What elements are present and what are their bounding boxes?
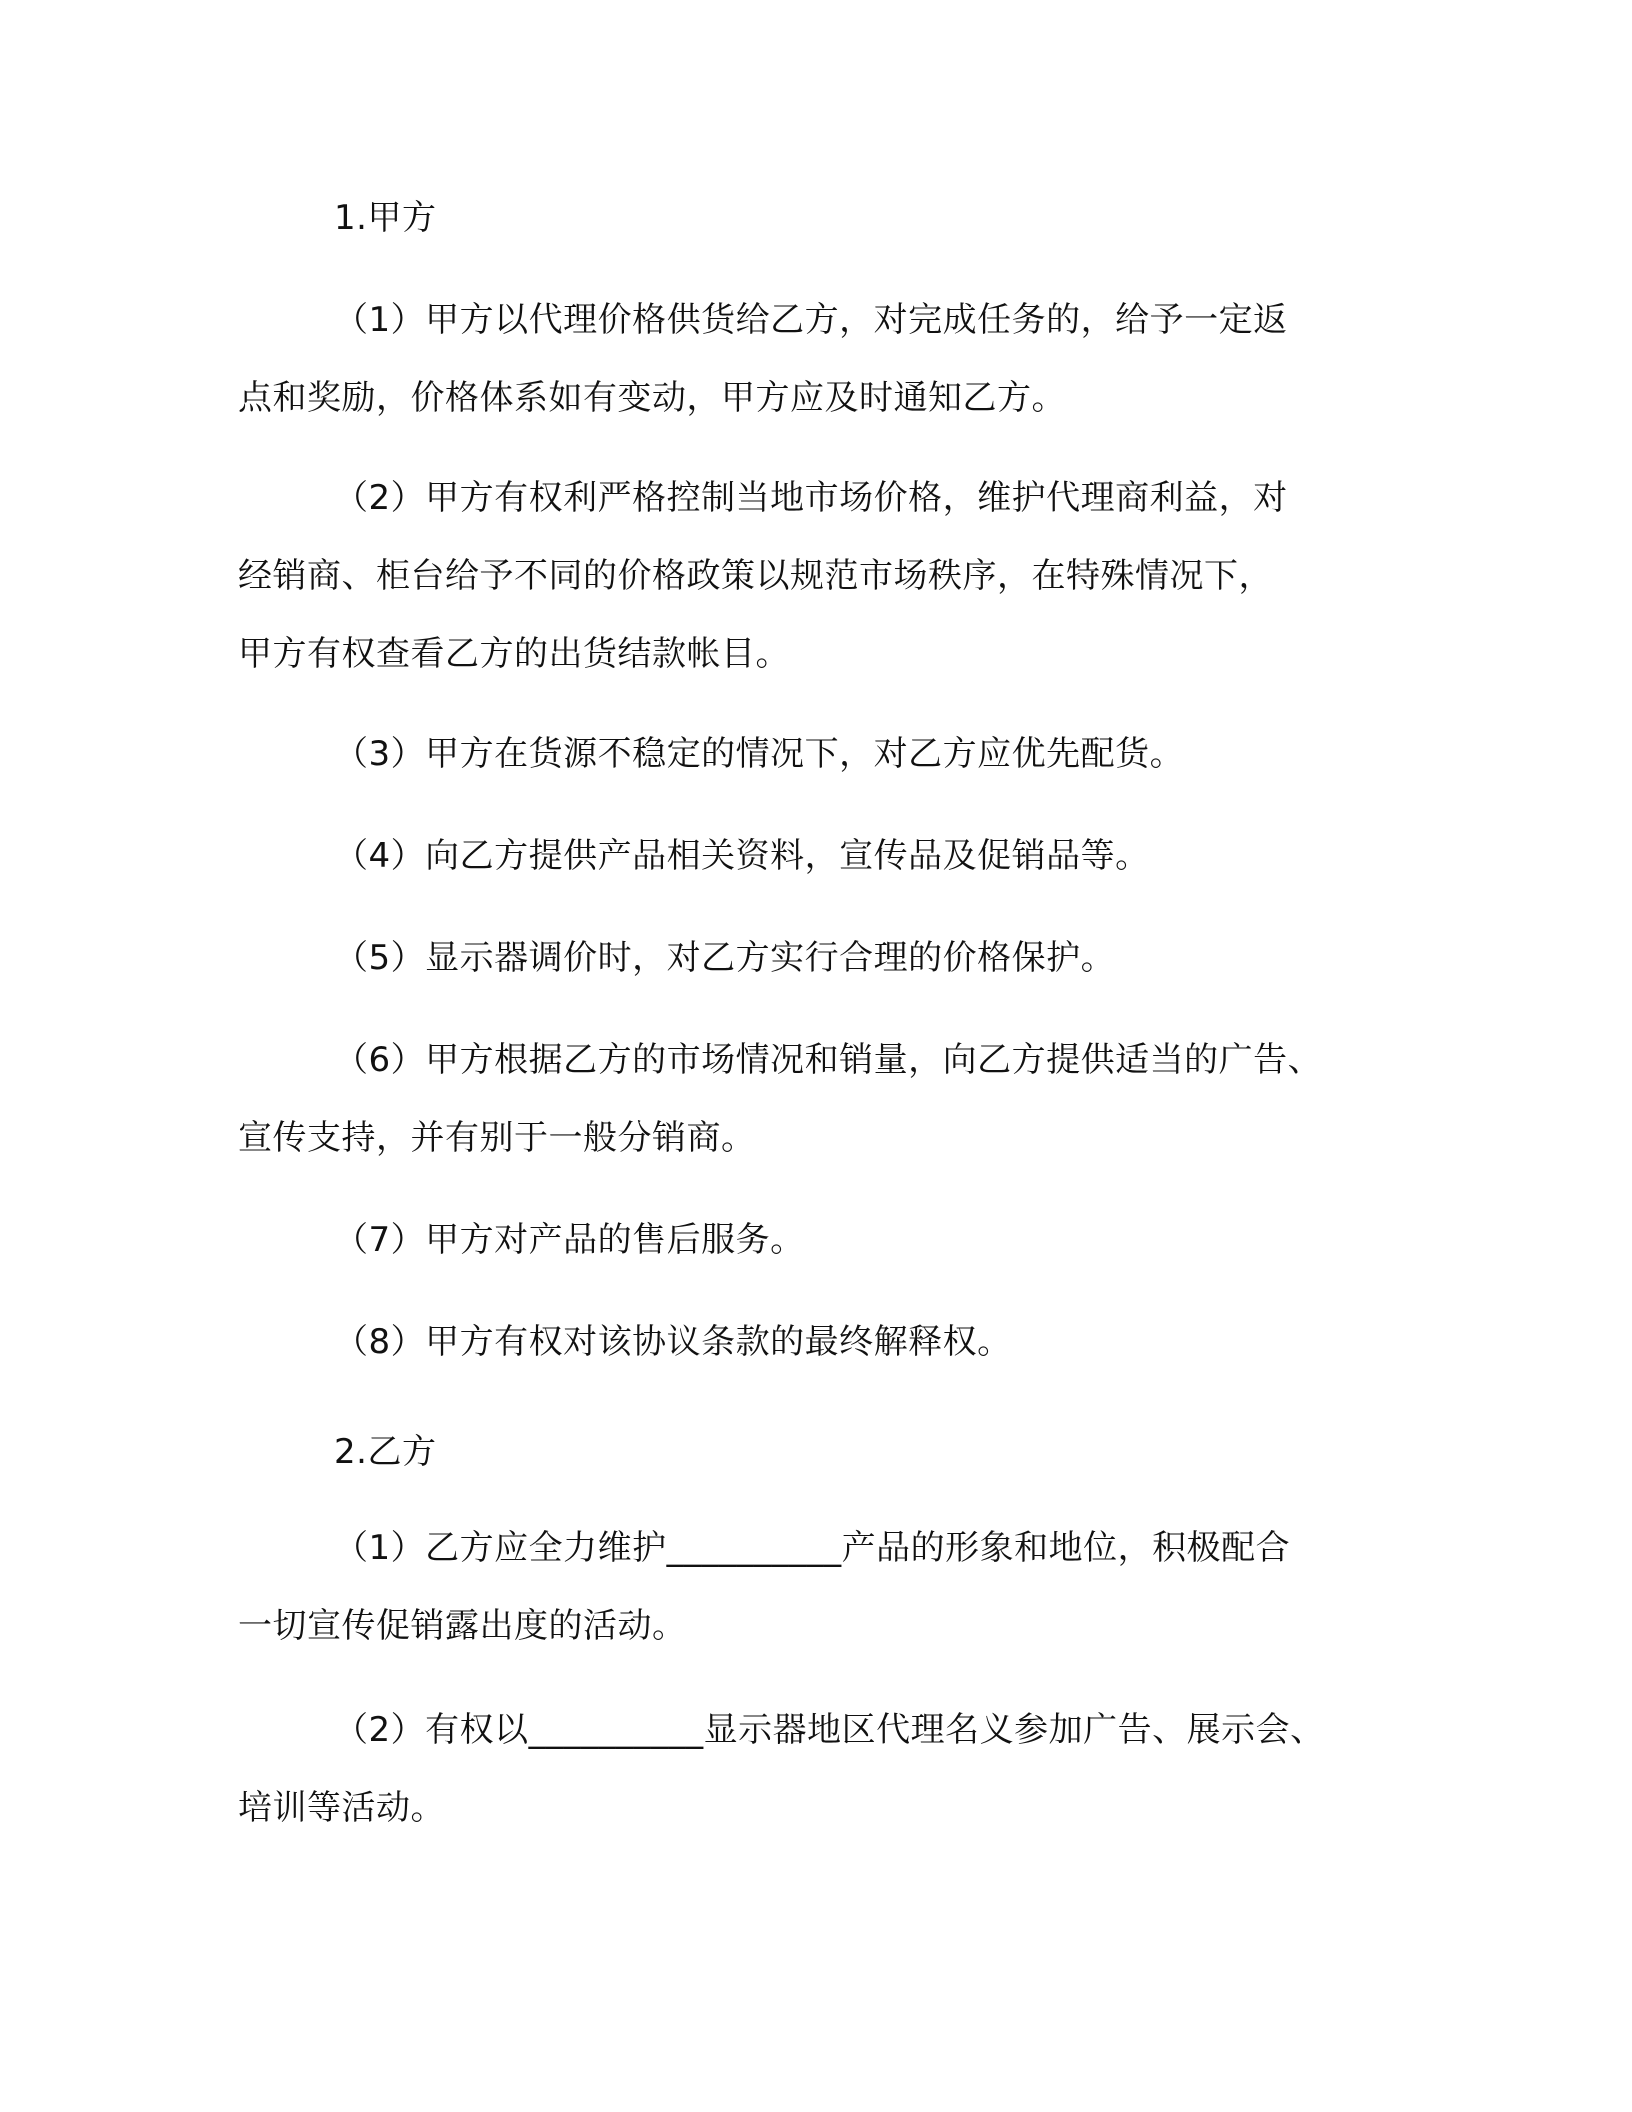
clause-a7-line1: （7）甲方对产品的售后服务。 xyxy=(334,1220,805,1260)
clause-a3-line1: （3）甲方在货源不稳定的情况下，对乙方应优先配货。 xyxy=(334,734,1185,774)
clause-a6-line2: 宣传支持，并有别于一般分销商。 xyxy=(238,1118,756,1158)
clause-b1-line2: 一切宣传促销露出度的活动。 xyxy=(238,1606,687,1646)
clause-b1-line1: （1）乙方应全力维护__________产品的形象和地位，积极配合 xyxy=(334,1528,1291,1568)
clause-a8-line1: （8）甲方有权对该协议条款的最终解释权。 xyxy=(334,1322,1012,1362)
clause-a1-line2: 点和奖励，价格体系如有变动，甲方应及时通知乙方。 xyxy=(238,378,1066,418)
clause-a4-line1: （4）向乙方提供产品相关资料，宣传品及促销品等。 xyxy=(334,836,1150,876)
clause-b2-line1: （2）有权以__________显示器地区代理名义参加广告、展示会、 xyxy=(334,1710,1325,1750)
clause-a5-line1: （5）显示器调价时，对乙方实行合理的价格保护。 xyxy=(334,938,1116,978)
clause-a2-line2: 经销商、柜台给予不同的价格政策以规范市场秩序，在特殊情况下， xyxy=(238,556,1273,596)
section-heading-party-b: 2.乙方 xyxy=(334,1432,437,1472)
clause-a2-line3: 甲方有权查看乙方的出货结款帐目。 xyxy=(238,634,790,674)
clause-a6-line1: （6）甲方根据乙方的市场情况和销量，向乙方提供适当的广告、 xyxy=(334,1040,1323,1080)
clause-b2-line2: 培训等活动。 xyxy=(238,1788,445,1828)
section-heading-party-a: 1.甲方 xyxy=(334,198,437,238)
clause-a2-line1: （2）甲方有权利严格控制当地市场价格，维护代理商利益，对 xyxy=(334,478,1288,518)
clause-a1-line1: （1）甲方以代理价格供货给乙方，对完成任务的，给予一定返 xyxy=(334,300,1288,340)
